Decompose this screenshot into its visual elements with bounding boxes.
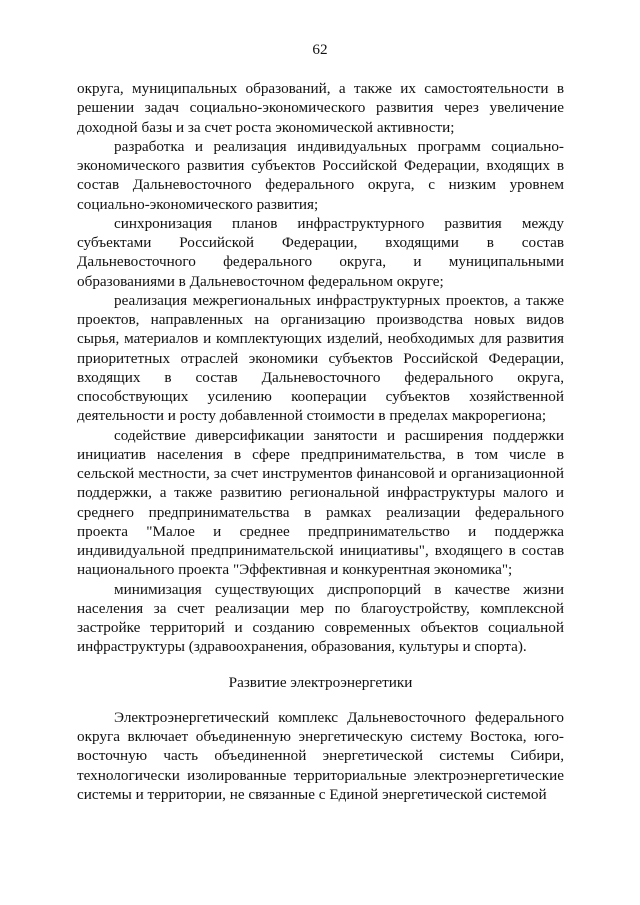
section-heading: Развитие электроэнергетики xyxy=(228,673,413,691)
paragraph-interregional-projects: реализация межрегиональных инфраструктурных проектов, а также проектов, направленных на организацию производства новых видов сырья, материалов и комплектующих изделий, необходимых для развития приоритетных отраслей экономики субъектов Российской Федерации, входящих в состав Дальневосточного федерального округа, способствующих усилению кооперации субъектов хозяйственной деятельности и росту добавленной стоимости в пределах макрорегиона; xyxy=(77,291,564,425)
paragraph-individual-programs: разработка и реализация индивидуальных программ социально-экономического развития субъектов Российской Федерации, входящих в состав Дальневосточного федерального округа, с низким уровнем социально-экономического развития; xyxy=(77,137,564,213)
paragraph-energy-complex: Электроэнергетический комплекс Дальневосточного федерального округа включает объединенную энергетическую систему Востока, юго-восточную часть объединенной энергетической системы Сибири, технологически изолированные территориальные электроэнергетические системы и территории, не связанные с Единой энергетической системой xyxy=(77,708,564,803)
paragraph-continuation: округа, муниципальных образований, а также их самостоятельности в решении задач социально-экономического развития через увеличение доходной базы и за счет роста экономической активности; xyxy=(77,80,564,136)
paragraph-disparity-minimization: минимизация существующих диспропорций в качестве жизни населения за счет реализации мер по благоустройству, комплексной застройке территорий и созданию современных объектов социальной инфраструктуры (здравоохранения, образования, культуры и спорта). xyxy=(77,580,564,656)
paragraph-employment-diversification: содействие диверсификации занятости и расширения поддержки инициатив населения в сфере предпринимательства, в том числе в сельской местности, за счет инструментов финансовой и организационной поддержки, а также развитию региональной инфраструктуры малого и среднего предпринимательства в рамках реализации федерального проекта "Малое и среднее предпринимательство и поддержка индивидуальной предпринимательской инициативы", входящего в состав национального проекта "Эффективная и конкурентная экономика"; xyxy=(77,426,564,579)
document-body xyxy=(77,79,564,804)
page-number: 62 xyxy=(312,41,328,58)
paragraph-infrastructure-sync: синхронизация планов инфраструктурного развития между субъектами Российской Федерации, входящими в состав Дальневосточного федерального округа, и муниципальными образованиями в Дальневосточном федеральном округе; xyxy=(77,214,564,290)
